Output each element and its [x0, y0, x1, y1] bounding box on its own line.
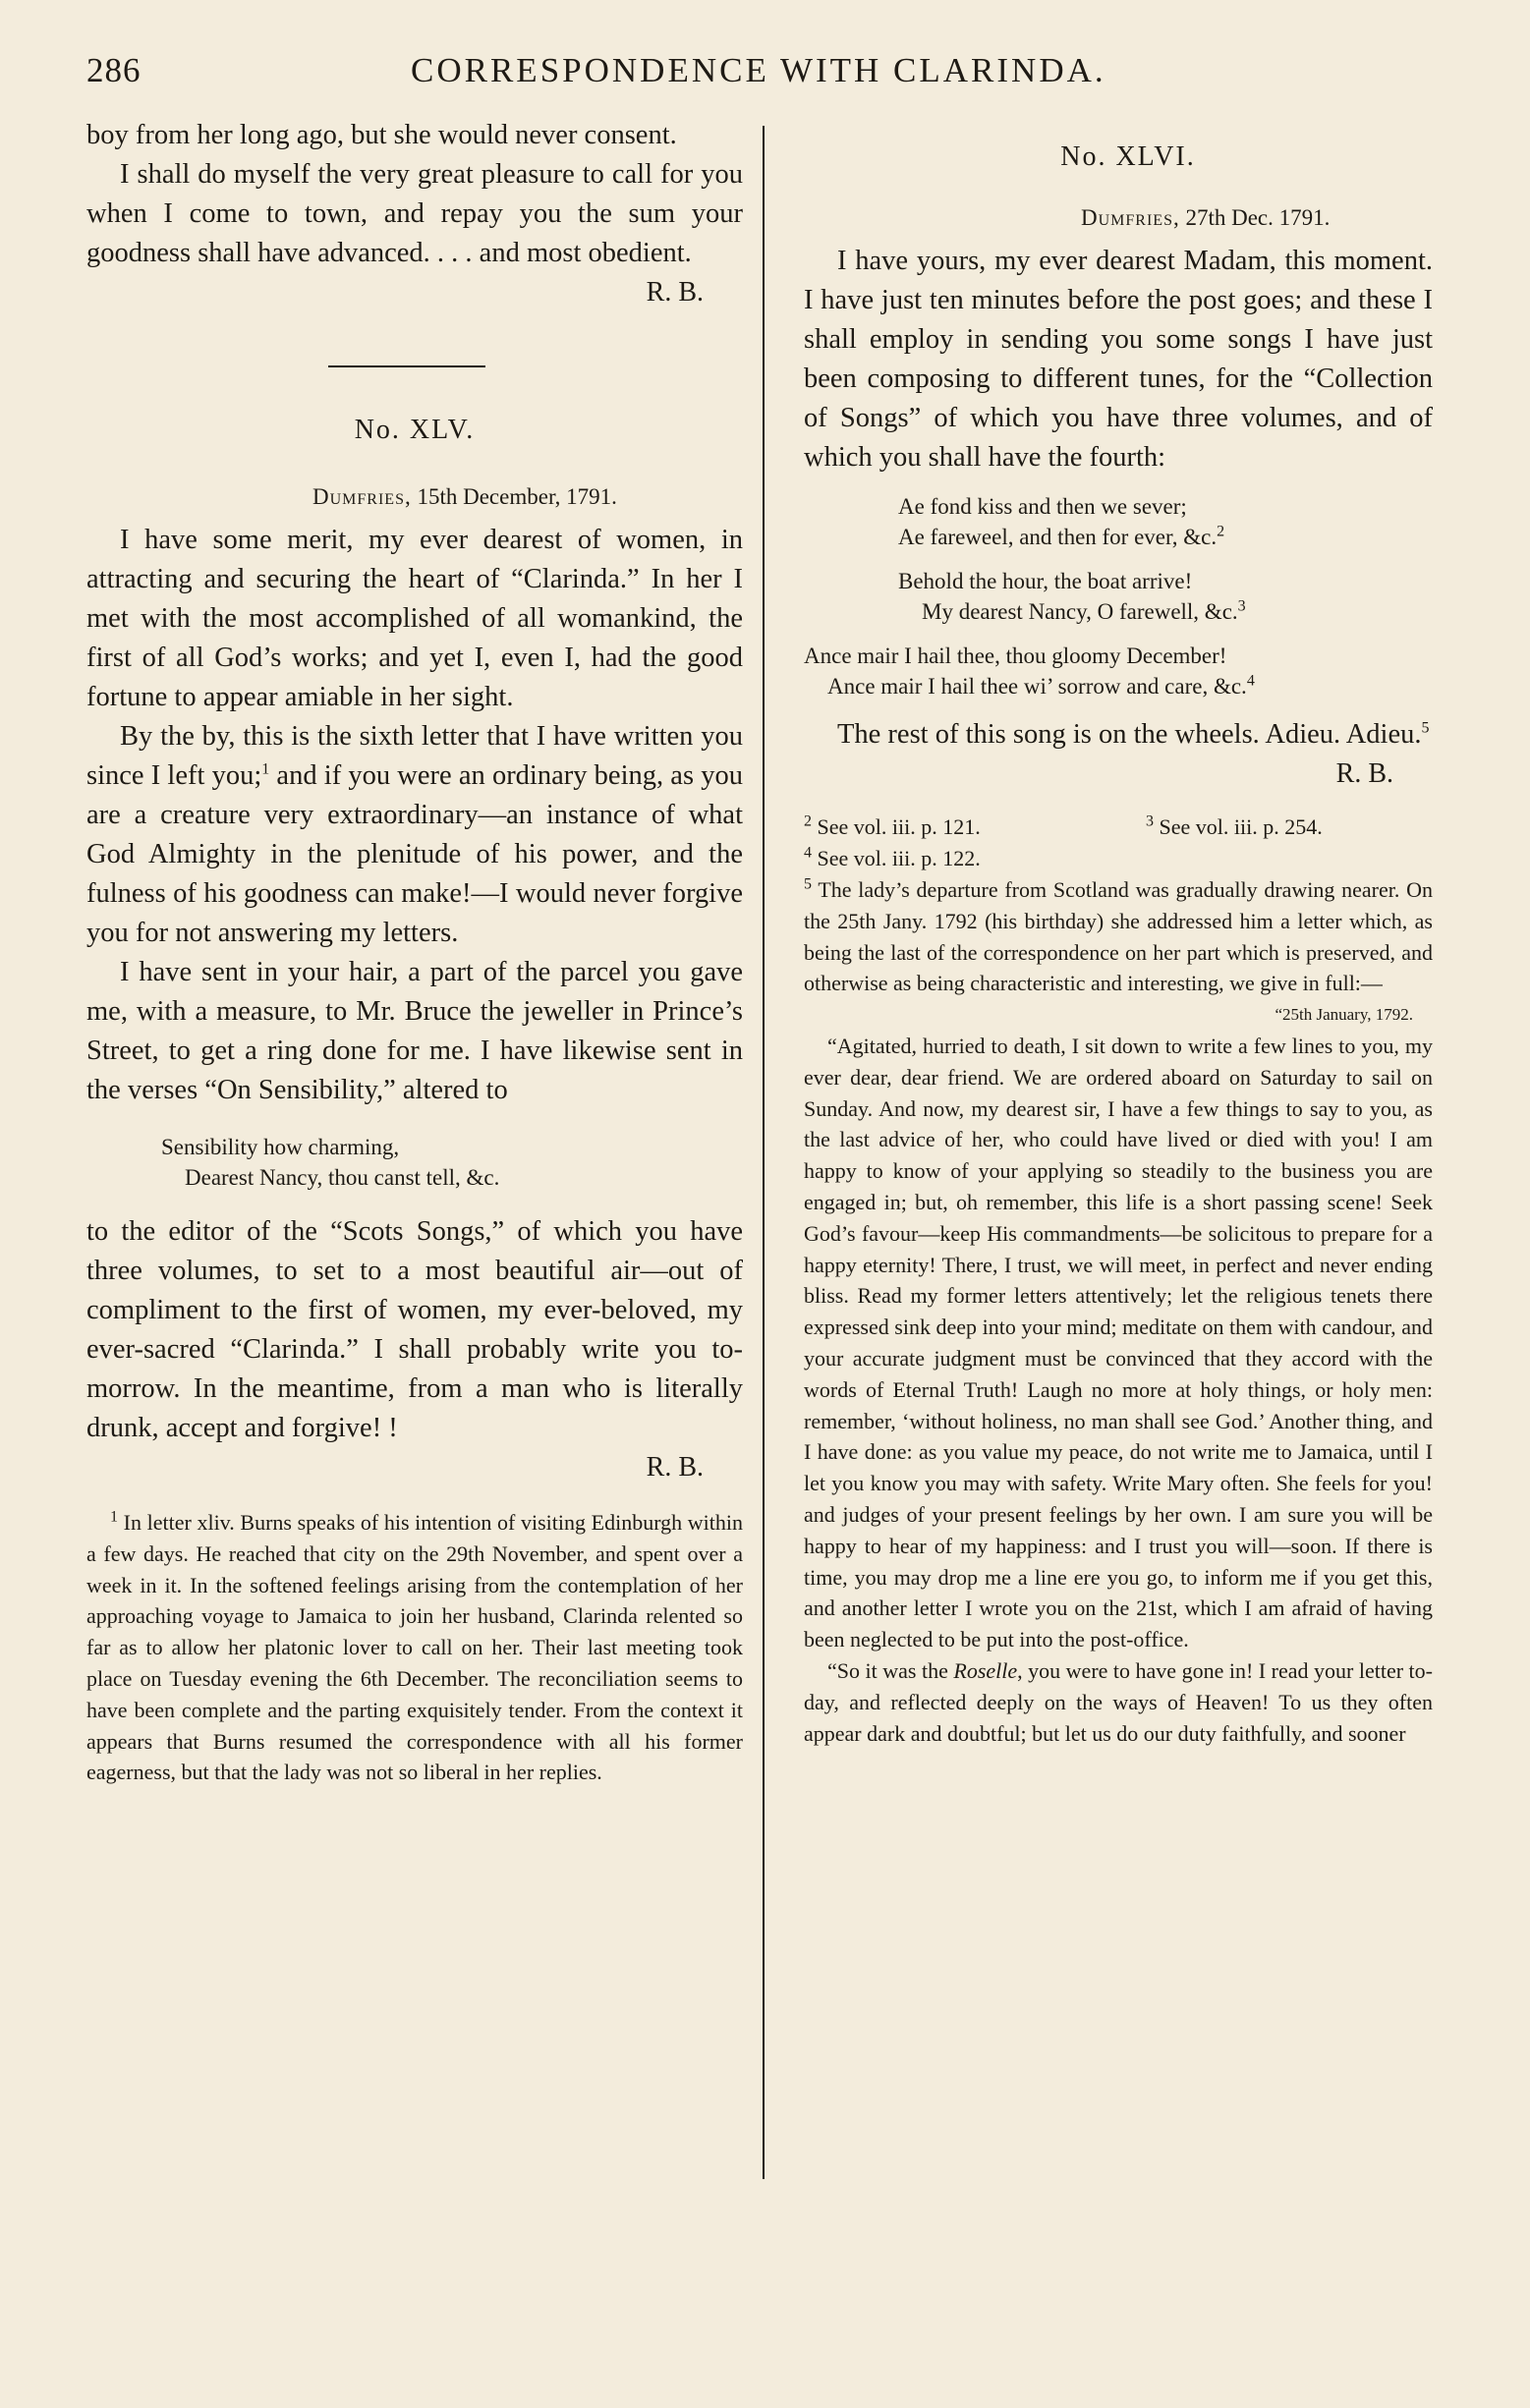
paragraph-sixth-letter-part-1: By the by, this is the sixth letter that I have written you since I left you;	[86, 721, 743, 791]
section-divider	[328, 365, 485, 367]
paragraph-merit: I have some merit, my ever dearest of women, in attracting and securing the heart of “Clarinda.” In her I met with the most accomplished of all womankind, the first of all God’s works; and yet I, even I, had the good fortune to appear amiable in her sight.	[86, 525, 743, 712]
footnote-marker: 1	[110, 1508, 118, 1526]
footnote-text: In letter xliv. Burns speaks of his intention of visiting Edinburgh within a few days. He reached that city on the 29th November, and spent over a week in it. In the softened feelings arising from the contemplation of her approaching voyage to Jamaica to join her husband, Clarinda relented so far as to allow her platonic lover to call on her. Their last meeting took place on Tuesday evening the 6th December. The reconciliation seems to have been complete and the parting exquisitely tender. From the context it appears that Burns resumed the correspondence with all his former eagerness, but that the lady was not so liberal in her replies.	[86, 1510, 744, 1785]
place-date	[804, 202, 1433, 234]
verse-ance-mair	[804, 641, 1433, 701]
verse-sensibility	[86, 1132, 743, 1193]
verse-line: My dearest Nancy, O farewell, &c.$^3$	[922, 597, 1246, 624]
page-header	[86, 51, 1445, 100]
column-rule	[763, 126, 765, 2179]
paragraph-yours: I have yours, my ever dearest Madam, this moment. I have just ten minutes before the post goes; and these I shall employ in sending you some songs I have just been composing to different tunes, for the “Collection of Songs” of which you have three volumes, and of which you shall have the fourth:	[804, 246, 1433, 473]
letter-heading-xlv: No. XLV.	[354, 415, 476, 445]
clarinda-letter-paragraph-1: “Agitated, hurried to death, I sit down to write a few lines to you, my ever dear, dear friend. We are ordered aboard on Saturday to sail on Sunday. And now, my dearest sir, I have a few things to say to you, as the last advice of her, who could have lived or died with you! I am happy to know of your applying so steadily to the business you are engaged in; but, oh remember, this life is a short passing scene! Seek God’s favour—keep His commandments—be solicitous to prepare for a happy eternity! There, I trust, we will meet, in perfect and never ending bliss. Read my former letters attentively; let the religious tenets there expressed sink deep into your mind; meditate on them with candour, and your accurate judgment must be convinced that they accord with the words of Eternal Truth! Laugh no more at holy things, or holy men: remember, ‘without holiness, no man shall see God.’ Another thing, and I have done: as you value my peace, do not write me to Jamaica, until I let you know you may with safety. Write Mary often. She feels for you! and judges of your present feelings by her own. I am sure you will be happy to hear of my happiness: and I trust you will—soon. If there is time, you may drop me a line ere you go, to inform me if you get this, and another letter I wrote you on the 21st, which I am afraid of having been neglected to be put into the post-office.	[804, 1033, 1433, 1652]
date: 15th December, 1791.	[417, 484, 617, 509]
page-number: 286	[86, 51, 142, 89]
verse-line: Ance mair I hail thee, thou gloomy December!	[804, 644, 1227, 668]
footnotes-2-3	[804, 812, 1433, 843]
signature: R. B.	[1335, 758, 1393, 789]
place-date	[86, 481, 743, 513]
place: Dumfries,	[1081, 205, 1180, 230]
paragraph-call: I shall do myself the very great pleasure to call for you when I come to town, and repay you the sum your goodness shall have advanced. . . . and most obedient.	[86, 159, 743, 268]
clarinda-letter-date: “25th January, 1792.	[1275, 1005, 1413, 1025]
verse-behold-the-hour	[804, 566, 1433, 627]
footnote-ref-1: 1	[261, 760, 270, 778]
paragraph-sixth-letter-part-2: and if you were an ordinary being, as you are a creature very extraordinary—an instance of what God Almighty in the plenitude of his power, and the fulness of his goodness can make!—I would never forgive you for not answering my letters.	[86, 760, 743, 948]
paragraph-hair: I have sent in your hair, a part of the parcel you gave me, with a measure, to Mr. Bruce the jeweller in Prince’s Street, to get a ring done for me. I have likewise sent in the verses “On Sensibility,” altered to	[86, 957, 743, 1105]
verse-line: Ae fareweel, and then for ever, &c.$^2$	[898, 523, 1225, 549]
opening-paragraph: boy from her long ago, but she would never consent.	[86, 120, 677, 150]
footnote-3: $^3$ See vol. iii. p. 254.	[1146, 812, 1323, 839]
verse-line: Dearest Nancy, thou canst tell, &c.	[185, 1165, 500, 1190]
footnote-ref-2: 2	[1217, 523, 1225, 540]
right-column	[804, 116, 1433, 1749]
signature: R. B.	[646, 1452, 704, 1483]
verse-ae-fond-kiss	[804, 491, 1433, 552]
running-title: CORRESPONDENCE WITH CLARINDA.	[411, 51, 1106, 89]
footnotes	[804, 812, 1433, 1749]
left-column	[86, 116, 743, 1788]
paragraph-rest: The rest of this song is on the wheels. Adieu. Adieu.$^5$	[837, 719, 1430, 750]
place: Dumfries,	[312, 484, 412, 509]
letter-heading-xlvi: No. XLVI.	[1060, 141, 1196, 172]
paragraph-editor: to the editor of the “Scots Songs,” of which you have three volumes, to set to a most beautiful air—out of compliment to the first of women, my ever-beloved, my ever-sacred “Clarinda.” I shall probably write you to-morrow. In the meantime, from a man who is literally drunk, accept and forgive! !	[86, 1216, 743, 1443]
date: 27th Dec. 1791.	[1185, 205, 1331, 230]
signature: R. B.	[646, 277, 704, 308]
footnote-2: $^2$ See vol. iii. p. 121.	[804, 812, 981, 839]
ship-name: Roselle	[953, 1657, 1018, 1683]
verse-line: Behold the hour, the boat arrive!	[898, 569, 1193, 593]
verse-line: Ae fond kiss and then we sever;	[898, 494, 1187, 519]
footnote-5: $^5$ The lady’s departure from Scotland was gradually drawing nearer. On the 25th Jany. 1792 (his birthday) she addressed him a letter which, as being the last of the correspondence on her part which is preserved, and otherwise as being characteristic and interesting, we give in full:—	[804, 875, 1433, 996]
verse-line: Ance mair I hail thee wi’ sorrow and care, &c.$^4$	[827, 672, 1255, 699]
footnote-1	[86, 1507, 743, 1788]
footnote-ref-3: 3	[1237, 597, 1246, 615]
footnote-ref-5: 5	[1421, 719, 1430, 737]
clarinda-letter-paragraph-2: “So it was the Roselle, you were to have gone in! I read your letter to-day, and reflected deeply on the ways of Heaven! To us they often appear dark and doubtful; but let us do our duty faithfully, and sooner	[804, 1657, 1433, 1746]
verse-line: Sensibility how charming,	[161, 1135, 400, 1159]
footnote-4: $^4$ See vol. iii. p. 122.	[804, 844, 981, 870]
paragraph-sixth-letter	[86, 717, 743, 953]
footnote-ref-4: 4	[1246, 672, 1255, 690]
